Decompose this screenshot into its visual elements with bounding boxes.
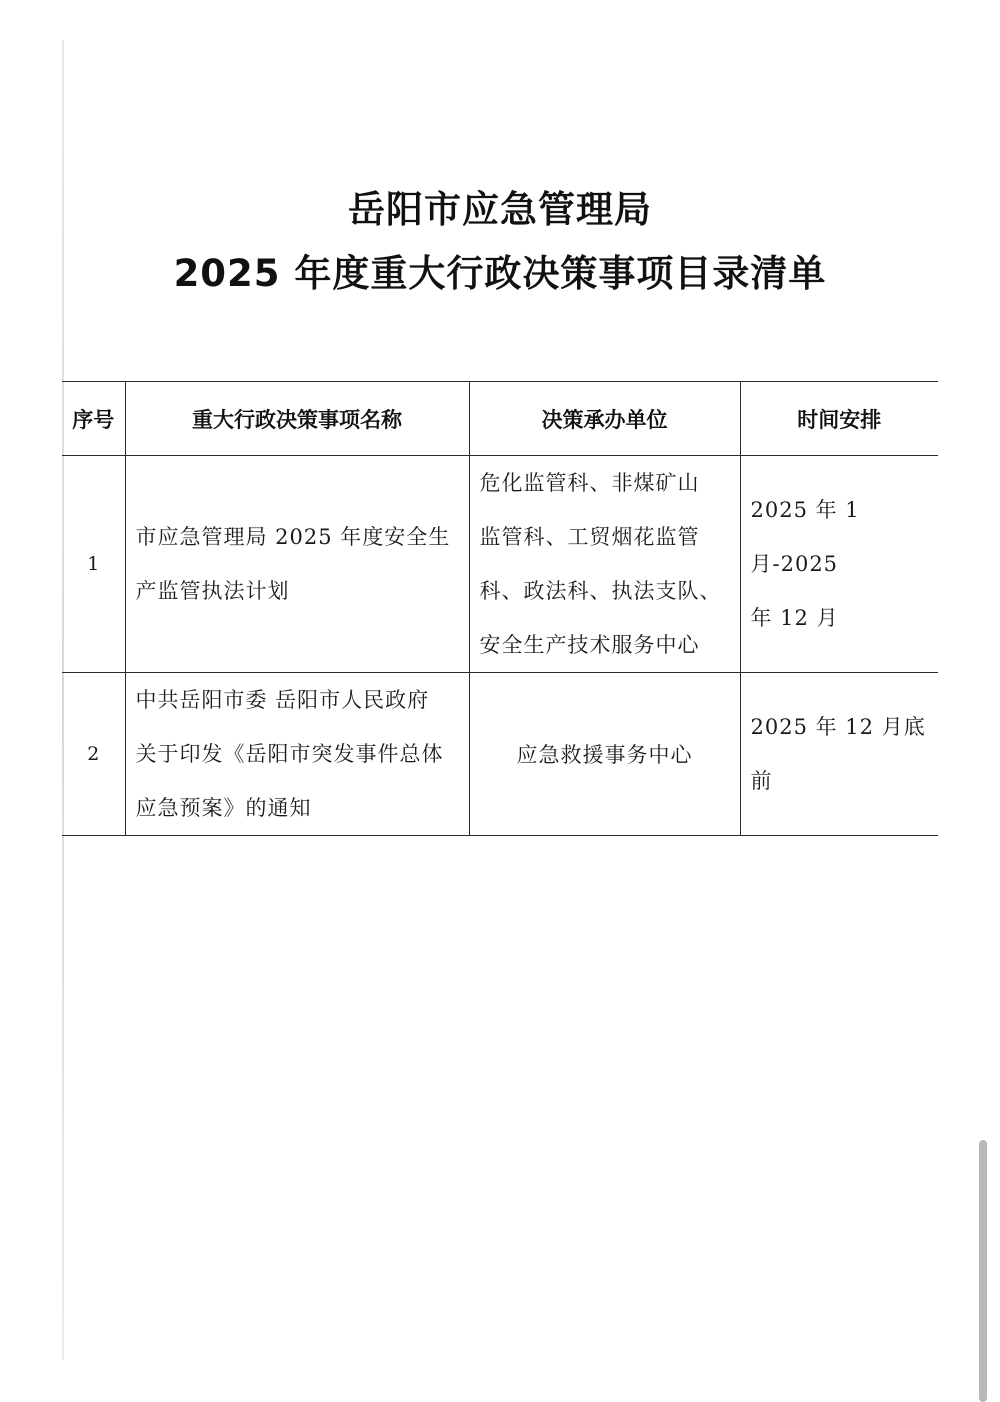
document-title	[0, 178, 1000, 306]
title-line-2: 2025 年度重大行政决策事项目录清单	[173, 252, 827, 295]
name-line: 关于印发《岳阳市突发事件总体	[135, 742, 444, 766]
name-line: 市应急管理局 2025 年度安全生	[135, 525, 451, 549]
header-item-name: 重大行政决策事项名称	[125, 382, 469, 456]
row-item-name	[125, 673, 469, 836]
row-schedule	[740, 456, 938, 673]
row-unit: 应急救援事务中心	[469, 673, 740, 836]
row-schedule	[740, 673, 938, 836]
header-unit: 决策承办单位	[469, 382, 740, 456]
time-line: 年 12 月	[750, 606, 839, 630]
time-line: 2025 年 12 月底前	[750, 715, 926, 793]
unit-line: 监管科、工贸烟花监管	[479, 525, 700, 549]
unit-line: 科、政法科、执法支队、	[479, 579, 722, 603]
row-seq: 1	[62, 456, 125, 673]
name-line: 产监管执法计划	[135, 579, 290, 603]
unit-line: 安全生产技术服务中心	[479, 633, 700, 657]
row-unit	[469, 456, 740, 673]
time-line: 2025 年 1 月-2025	[750, 498, 860, 576]
table-row	[62, 456, 938, 673]
name-line: 应急预案》的通知	[135, 796, 312, 820]
row-item-name	[125, 456, 469, 673]
header-schedule: 时间安排	[740, 382, 938, 456]
scrollbar[interactable]	[979, 1140, 987, 1402]
title-line-1: 岳阳市应急管理局	[348, 188, 652, 231]
unit-line: 危化监管科、非煤矿山	[479, 471, 700, 495]
header-seq: 序号	[62, 382, 125, 456]
row-seq: 2	[62, 673, 125, 836]
name-line: 中共岳阳市委 岳阳市人民政府	[135, 688, 430, 712]
table-header-row	[62, 382, 938, 456]
table-row	[62, 673, 938, 836]
decision-table	[62, 381, 938, 836]
